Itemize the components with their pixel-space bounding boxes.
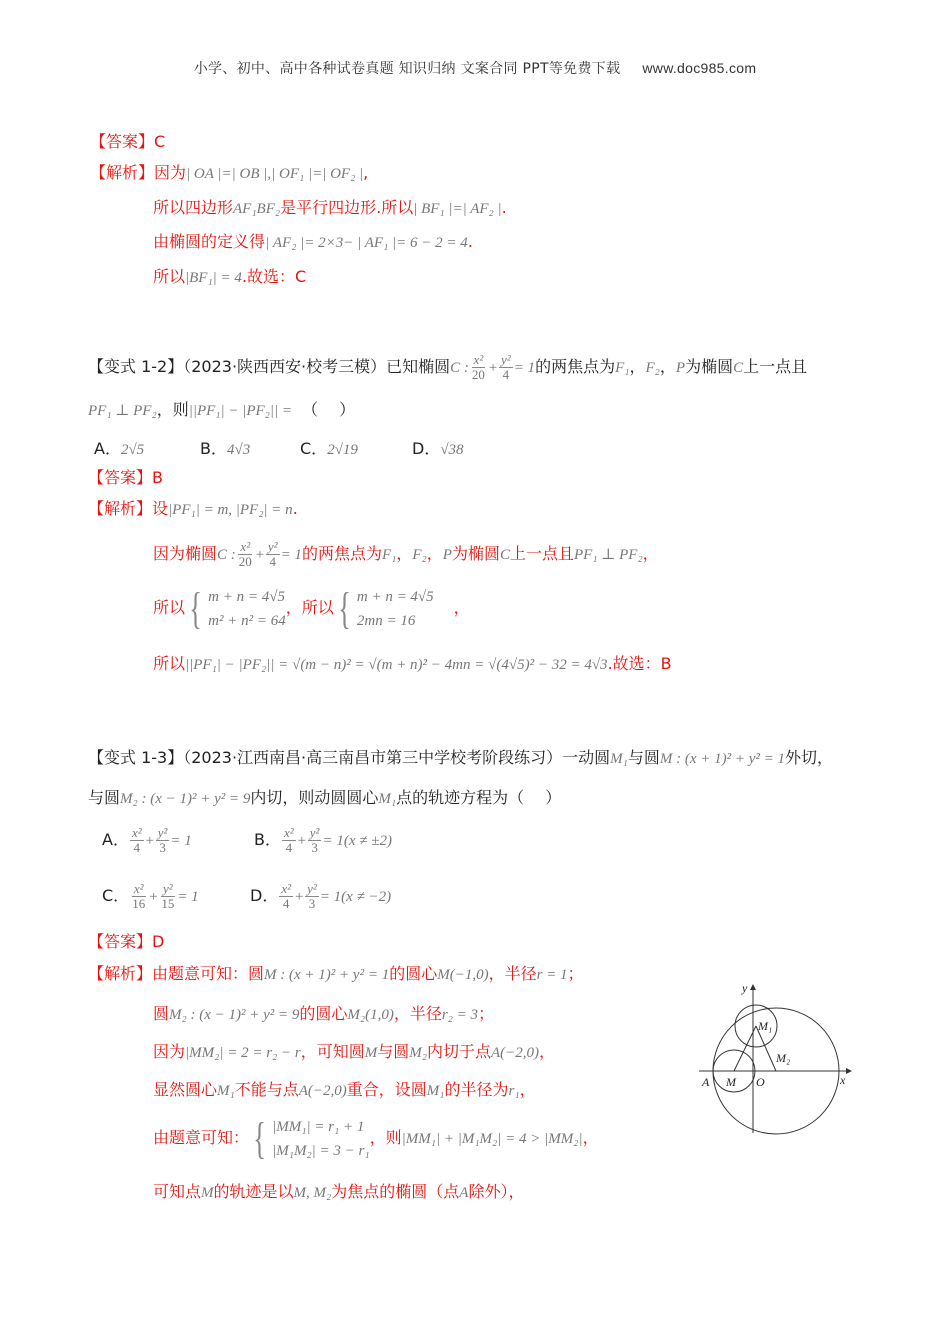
numerator: y²	[162, 881, 173, 896]
math: M₁	[378, 791, 397, 807]
numerator: y²	[157, 825, 168, 840]
denominator: 15	[161, 896, 175, 911]
analysis-label: 【解析】	[88, 499, 153, 518]
numerator: y²	[309, 825, 320, 840]
equation-system	[249, 1115, 370, 1163]
punct: ，	[659, 357, 676, 376]
math: = 1	[280, 547, 302, 563]
text: 内切，则动圆圆心	[250, 788, 379, 807]
text: ，所以	[285, 598, 334, 617]
analysis-2-line-3	[153, 584, 470, 633]
denominator: 4	[269, 554, 276, 569]
denominator: 3	[308, 896, 316, 911]
text: 由题意可知：圆	[152, 964, 265, 983]
math: r₁	[508, 1083, 520, 1099]
math: F₁	[381, 547, 397, 563]
punct: ，	[642, 544, 659, 563]
math: PF₁ ⊥ PF₂	[573, 547, 643, 563]
punct: ；	[567, 964, 584, 983]
fraction	[282, 826, 296, 855]
text: 所以	[153, 598, 186, 617]
option-value: 4√3	[226, 442, 251, 458]
analysis-line-1	[90, 161, 368, 186]
text: （2023·江西南昌·高三南昌市第三中学校考阶段练习）一动圆	[183, 748, 611, 767]
math: +	[144, 833, 155, 849]
answer-value: B	[152, 468, 163, 487]
punct: ，	[453, 598, 470, 617]
text: 为焦点的椭圆（点	[331, 1182, 460, 1201]
a-label: A	[702, 1075, 710, 1089]
math: +	[148, 889, 159, 905]
denominator: 3	[159, 840, 166, 855]
row: m + n = 4√5	[208, 588, 285, 605]
text: 所以四边形	[153, 198, 234, 217]
answer-value: D	[152, 932, 165, 951]
text: .故选：C	[241, 267, 307, 286]
m1-label: M₁	[758, 1019, 773, 1033]
text: 与圆	[377, 1042, 410, 1061]
row: |MM₁| = r₁ + 1	[272, 1118, 365, 1135]
text: （2023·陕西西安·校考三模）已知椭圆	[183, 357, 451, 376]
option-a	[102, 826, 192, 855]
math: = 1	[170, 833, 192, 849]
row: m² + n² = 64	[208, 612, 286, 629]
fraction	[237, 540, 254, 569]
fraction	[266, 540, 280, 569]
punct: ；	[478, 1004, 495, 1023]
option-c	[300, 436, 358, 459]
text: 所以	[153, 654, 186, 673]
fraction	[305, 882, 319, 911]
option-a	[94, 436, 144, 459]
math: M₂ : (x − 1)² + y² = 9	[120, 791, 251, 807]
answer-line-2	[88, 466, 163, 490]
option-label: D．	[412, 439, 441, 458]
denominator: 20	[238, 554, 252, 569]
circle-diagram	[694, 978, 854, 1138]
math: = 1(x ≠ −2)	[319, 889, 392, 905]
math-expr: |BF₁| = 4	[185, 270, 242, 286]
analysis-3-line-4	[153, 1078, 536, 1103]
math: C :	[450, 360, 469, 376]
text: 由题意可知：	[153, 1128, 250, 1147]
x-axis-arrow-icon	[846, 1068, 852, 1074]
math-expr: | BF₁ |=| AF₂ |	[413, 201, 502, 217]
text: 的两焦点为	[301, 544, 382, 563]
numerator: x²	[240, 539, 251, 554]
denominator: 4	[502, 367, 510, 382]
fraction	[130, 826, 144, 855]
page-header	[0, 58, 950, 78]
variant-1-2-title	[88, 353, 807, 382]
math-expr: | AF₂ |= 2×3− | AF₁ |= 6 − 2 = 4	[265, 235, 468, 251]
math: F₂	[412, 547, 427, 563]
option-c	[102, 882, 199, 911]
math: A(−2,0)	[298, 1083, 347, 1099]
analysis-3-line-1	[88, 962, 584, 987]
brace-icon: {	[189, 583, 202, 633]
text: 不能与点	[234, 1080, 299, 1099]
o-label: O	[756, 1075, 765, 1089]
text: 与圆	[627, 748, 660, 767]
analysis-2-line-1	[88, 497, 298, 522]
punct: .	[292, 499, 298, 518]
fraction	[159, 882, 176, 911]
fraction	[308, 826, 322, 855]
analysis-2-line-2	[153, 540, 659, 569]
text: 的半径为	[444, 1080, 509, 1099]
text: 因为	[153, 1042, 186, 1061]
variant-1-3-line-2	[88, 786, 561, 811]
row: 2mn = 16	[356, 612, 416, 629]
analysis-line-3	[153, 230, 473, 255]
text: 与圆	[88, 788, 121, 807]
analysis-3-line-2	[153, 1002, 494, 1027]
math: M₂(1,0)	[347, 1007, 394, 1023]
text: 上一点且	[743, 357, 808, 376]
punct: ，	[539, 1042, 556, 1061]
math: M₁	[217, 1083, 235, 1099]
numerator: x²	[133, 881, 144, 896]
header-url[interactable]: www.doc985.com	[642, 60, 757, 76]
option-label: A．	[94, 439, 121, 458]
text: 除外），	[468, 1182, 525, 1201]
punct: .	[467, 232, 473, 251]
text: ，半径	[393, 1004, 442, 1023]
option-label: B．	[200, 439, 227, 458]
math: |PF₁| = m, |PF₂| = n	[168, 502, 293, 518]
math: M	[364, 1045, 378, 1061]
numerator: y²	[307, 881, 317, 896]
text: 圆	[153, 1004, 170, 1023]
math: ||PF₁| − |PF₂|| = √(m − n)² = √(m + n)² − 4mn = √(4√5)² − 32 = 4√3	[185, 657, 608, 673]
text: ，可知圆	[300, 1042, 365, 1061]
fraction	[470, 353, 487, 382]
punct: ，	[582, 1128, 599, 1147]
analysis-label: 【解析】	[90, 163, 155, 182]
math: +	[294, 889, 305, 905]
denominator: 3	[311, 840, 318, 855]
text: 为椭圆	[451, 544, 500, 563]
text: 设	[152, 499, 169, 518]
option-label: C．	[300, 439, 328, 458]
math: |MM₁| + |M₁M₂| = 4 > |MM₂|	[401, 1131, 583, 1147]
analysis-label: 【解析】	[88, 964, 153, 983]
math: C :	[217, 547, 236, 563]
row: |M₁M₂| = 3 − r₁	[272, 1142, 370, 1159]
option-d	[412, 436, 464, 459]
numerator: x²	[281, 881, 291, 896]
text: 的圆心	[389, 964, 438, 983]
math: +	[254, 547, 265, 563]
text: 重合，设圆	[346, 1080, 427, 1099]
math: A(−2,0)	[491, 1045, 540, 1061]
math: r₂ = 3	[441, 1007, 479, 1023]
brace-icon: {	[337, 583, 351, 633]
variant-label: 【变式 1-2】	[88, 357, 184, 376]
text: 为椭圆	[685, 357, 734, 376]
fraction	[499, 353, 513, 382]
punct: ，	[396, 544, 413, 563]
analysis-line-4	[153, 265, 306, 290]
denominator: 4	[133, 840, 141, 855]
analysis-2-line-4	[153, 652, 672, 677]
math: +	[296, 833, 307, 849]
math: M₁	[426, 1083, 445, 1099]
denominator: 20	[471, 367, 485, 382]
answer-value: C	[154, 132, 166, 151]
math: M₁	[610, 751, 628, 767]
punct: ，	[629, 357, 646, 376]
analysis-text: 因为	[154, 163, 187, 182]
math: = 1	[513, 360, 536, 376]
analysis-line-2	[153, 196, 507, 221]
x-label: x	[840, 1073, 846, 1087]
option-d	[250, 882, 391, 911]
fraction	[130, 882, 147, 911]
math: PF₁ ⊥ PF₂	[88, 403, 157, 419]
math-expr: AF₁BF₂	[233, 201, 281, 217]
denominator: 4	[282, 896, 290, 911]
math: P	[442, 547, 452, 563]
y-label: y	[742, 981, 748, 995]
m-label: M	[726, 1075, 736, 1089]
math: M	[201, 1185, 214, 1201]
text: 的圆心	[299, 1004, 348, 1023]
equation-system	[334, 585, 434, 633]
text: 点的轨迹方程为（ ）	[396, 788, 562, 807]
math: r = 1	[536, 967, 568, 983]
punct: ，	[426, 544, 443, 563]
option-b	[254, 826, 392, 855]
text: 的轨迹是以	[213, 1182, 294, 1201]
math: F₂	[645, 360, 660, 376]
math: F₁	[615, 360, 630, 376]
text: ，则	[156, 400, 189, 419]
fraction	[279, 882, 293, 911]
text: .故选：B	[607, 654, 672, 673]
text: 内切于点	[426, 1042, 491, 1061]
punct: ，	[519, 1080, 536, 1099]
math: +	[487, 360, 499, 376]
option-value: √38	[440, 442, 464, 458]
math: |MM₂| = 2 = r₂ − r	[185, 1045, 301, 1061]
math: M₂ : (x − 1)² + y² = 9	[169, 1007, 300, 1023]
fraction	[156, 826, 170, 855]
answer-label: 【答案】	[90, 132, 155, 151]
math: M(−1,0)	[437, 967, 489, 983]
brace-icon: {	[253, 1113, 266, 1163]
m2-label: M₂	[776, 1051, 791, 1065]
system-rows	[357, 585, 434, 633]
variant-1-2-line-2	[88, 398, 355, 423]
variant-label: 【变式 1-3】	[88, 748, 184, 767]
analysis-3-line-3	[153, 1040, 555, 1065]
text: 外切，	[785, 748, 834, 767]
system-rows	[272, 1115, 369, 1163]
system-rows	[208, 585, 286, 633]
punct: ,	[363, 163, 369, 182]
row: m + n = 4√5	[356, 588, 434, 605]
option-label: B．	[254, 830, 281, 849]
text: ，则	[369, 1128, 402, 1147]
math: A	[459, 1185, 469, 1201]
y-axis-arrow-icon	[750, 984, 756, 990]
math: M : (x + 1)² + y² = 1	[659, 751, 786, 767]
math: M₂	[409, 1045, 427, 1061]
analysis-3-line-5	[153, 1114, 599, 1163]
numerator: x²	[283, 825, 294, 840]
punct: .	[501, 198, 507, 217]
text: （ ）	[302, 400, 356, 419]
text: 是平行四边形.所以	[280, 198, 414, 217]
math-expr: | OA |=| OB |,| OF₁ |=| OF₂ |	[186, 166, 364, 182]
math: = 1(x ≠ ±2)	[322, 833, 392, 849]
denominator: 16	[132, 896, 146, 911]
math: P	[675, 360, 686, 376]
answer-label: 【答案】	[88, 468, 153, 487]
numerator: x²	[131, 825, 142, 840]
answer-line-1	[90, 130, 165, 154]
analysis-3-line-6	[153, 1180, 524, 1205]
math: = 1	[177, 889, 199, 905]
text: 可知点	[153, 1182, 202, 1201]
numerator: x²	[473, 352, 484, 367]
math: C	[733, 360, 744, 376]
math: C	[499, 547, 510, 563]
option-value: 2√19	[327, 442, 358, 458]
text: ，半径	[488, 964, 537, 983]
text: 由椭圆的定义得	[153, 232, 266, 251]
text: 因为椭圆	[153, 544, 218, 563]
math: M : (x + 1)² + y² = 1	[264, 967, 390, 983]
header-text: 小学、初中、高中各种试卷真题 知识归纳 文案合同 PPT等免费下载	[193, 61, 621, 77]
option-b	[200, 436, 250, 459]
option-label: A．	[102, 830, 129, 849]
text: 上一点且	[509, 544, 574, 563]
answer-label: 【答案】	[88, 932, 153, 951]
equation-system	[185, 585, 286, 633]
option-value: 2√5	[120, 442, 145, 458]
option-label: D．	[250, 886, 279, 905]
math: ||PF₁| − |PF₂|| =	[188, 403, 293, 419]
text: 显然圆心	[153, 1080, 218, 1099]
numerator: y²	[501, 352, 511, 367]
numerator: y²	[267, 539, 278, 554]
math: M, M₂	[293, 1185, 332, 1201]
variant-1-3-title	[88, 746, 833, 771]
text: 所以	[153, 267, 186, 286]
text: 的两焦点为	[535, 357, 616, 376]
option-label: C．	[102, 886, 130, 905]
answer-line-3	[88, 930, 164, 954]
denominator: 4	[285, 840, 293, 855]
